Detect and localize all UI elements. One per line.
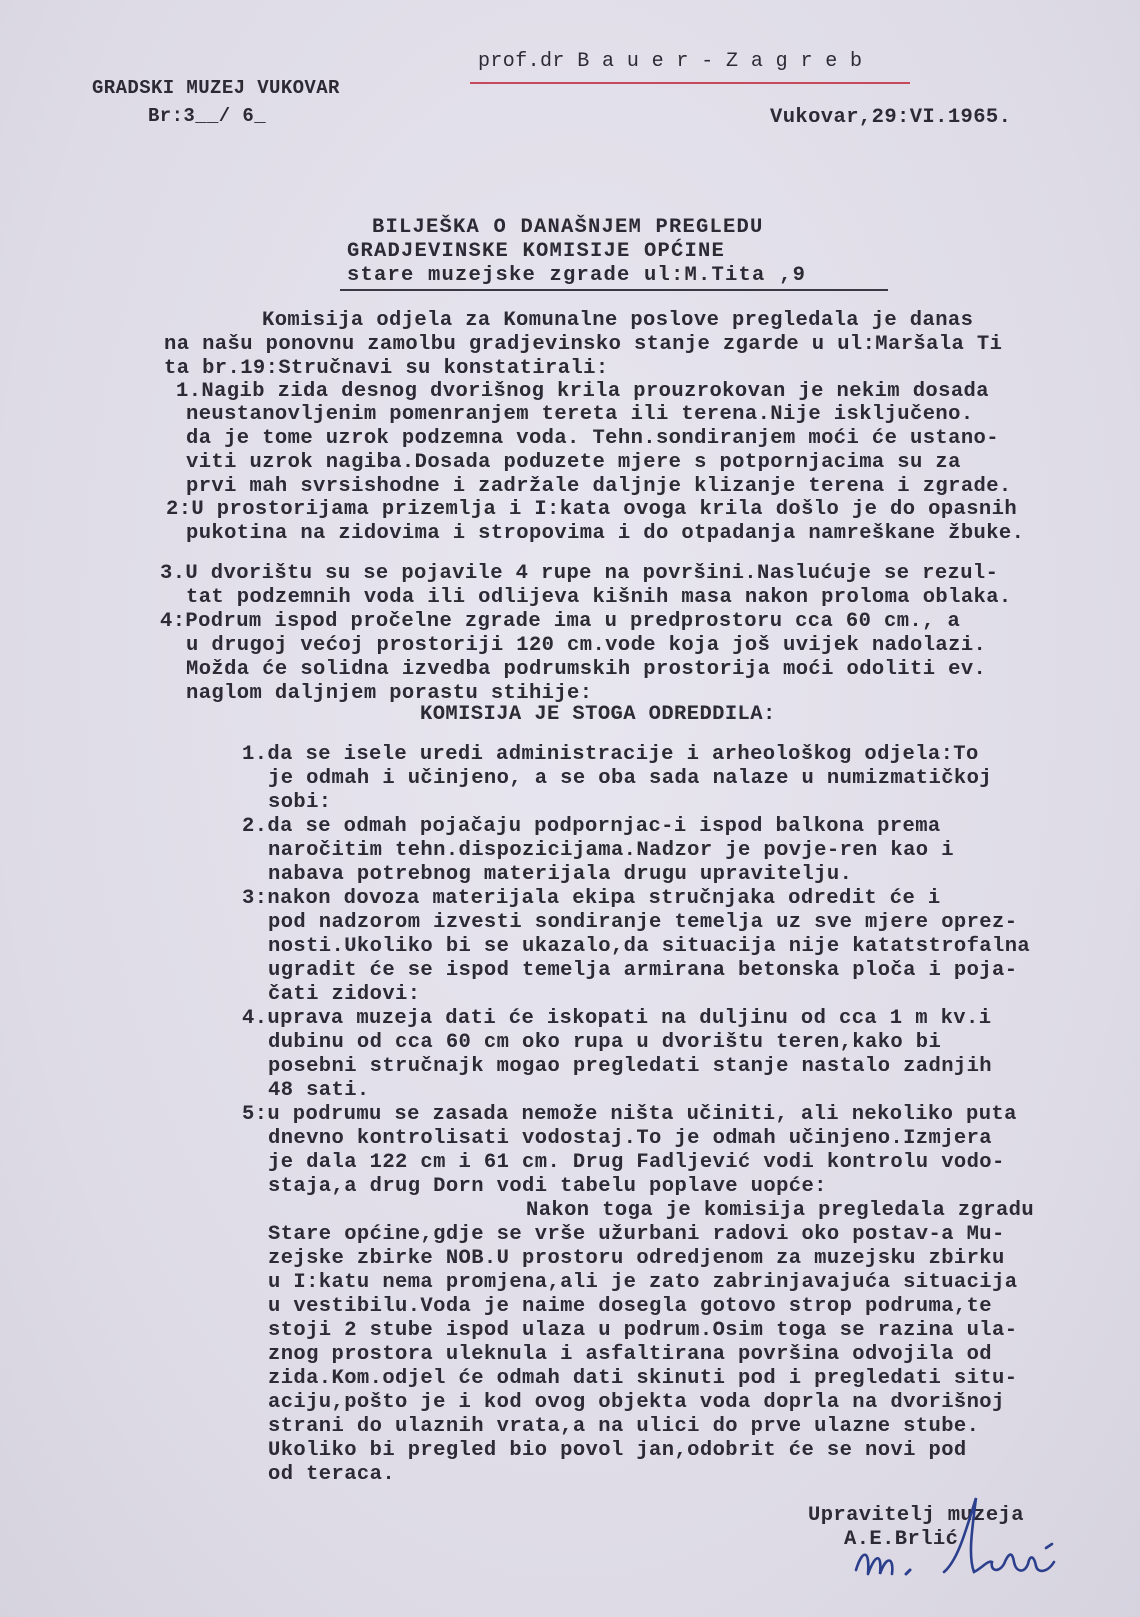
handwritten-signature [848,1490,1088,1600]
decision-5-line: dnevno kontrolisati vodostaj.To je odmah učinjeno.Izmjera [268,1127,993,1150]
finding-1-line: da je tome uzrok podzemna voda. Tehn.sondiranjem moći će ustano- [186,427,999,450]
finding-2-line: pukotina na zidovima i stropovima i do otpadanja namreškane žbuke. [186,522,1025,545]
finding-3-line: 3.U dvorištu su se pojavile 4 rupe na površini.Naslućuje se rezul- [160,562,999,585]
finding-1-line: prvi mah svrsishodne i zadržale daljnje klizanje terena i zgrade. [186,475,1012,498]
reference-number: Br:3__/ 6_ [148,105,267,127]
title-underline [340,289,888,291]
signature-name: A.E.Brlić [844,1528,959,1551]
decision-1-line: je odmah i učinjeno, a se oba sada nalaze u numizmatičkoj [268,767,993,790]
title-line-3: stare muzejske zgrade ul:M.Tita ,9 [347,264,807,287]
closing-line: znog prostora uleknula i asfaltirana površina odvojila od [268,1343,993,1366]
signature-role: Upravitelj muzeja [808,1504,1024,1527]
closing-line: Stare općine,gdje se vrše užurbani radovi oko postav-a Mu- [268,1223,1005,1246]
finding-4-line: u drugoj većoj prostoriji 120 cm.vode koja još uvijek nadolazi. [186,634,987,657]
closing-line: strani do ulaznih vrata,a na ulici do prve ulazne stube. [268,1415,980,1438]
finding-2-line: 2:U prostorijama prizemlja i I:kata ovoga krila došlo je do opasnih [166,498,1018,521]
closing-line: stoji 2 stube ispod ulaza u podrum.Osim toga se razina ula- [268,1319,1018,1342]
decision-5-line: je dala 122 cm i 61 cm. Drug Fadljević vodi kontrolu vodo- [268,1151,1005,1174]
finding-1-line: viti uzrok nagiba.Dosada poduzete mjere s potpornjacima su za [186,451,961,474]
intro-line: na našu ponovnu zamolbu gradjevinsko stanje zgarde u ul:Maršala Ti [164,333,1003,356]
decision-heading: KOMISIJA JE STOGA ODREDDILA: [420,703,776,726]
finding-4-line: Možda će solidna izvedba podrumskih prostorija moći odoliti ev. [186,658,987,681]
decision-4-line: dubinu od cca 60 cm oko rupa u dvorištu teren,kako bi [268,1031,942,1054]
finding-1-line: neustanovljenim pomenranjem tereta ili terena.Nije isključeno. [186,403,974,426]
closing-line: zejske zbirke NOB.U prostoru odredjenom za muzejsku zbirku [268,1247,1005,1270]
decision-3-line: nosti.Ukoliko bi se ukazalo,da situacija nije katatstrofalna [268,935,1031,958]
closing-line: aciju,pošto je i kod ovog objekta voda doprla na dvorišnoj [268,1391,1005,1414]
decision-5-line: staja,a drug Dorn vodi tabelu poplave uopće: [268,1175,827,1198]
decision-5-line: 5:u podrumu se zasada nemože ništa učiniti, ali nekoliko puta [242,1103,1017,1126]
intro-line: Komisija odjela za Komunalne poslove pregledala je danas [262,309,974,332]
title-line-2: GRADJEVINSKE KOMISIJE OPĆINE [347,240,726,263]
finding-4-line: naglom daljnjem porastu stihije: [186,682,593,705]
closing-line: u vestibilu.Voda je naime dosegla gotovo strop podruma,te [268,1295,993,1318]
closing-line: zida.Kom.odjel će odmah dati skinuti pod i pregledati situ- [268,1367,1018,1390]
closing-line: Ukoliko bi pregled bio povol jan,odobrit će se novi pod [268,1439,967,1462]
addressee: prof.dr B a u e r - Z a g r e b [478,50,863,73]
finding-1-line: 1.Nagib zida desnog dvorišnog krila prouzrokovan je nekim dosada [176,380,989,403]
decision-3-line: ugradit će se ispod temelja armirana betonska ploča i poja- [268,959,1018,982]
decision-1-line: sobi: [268,791,332,814]
closing-line: od teraca. [268,1463,396,1486]
title-line-1: BILJEŠKA O DANAŠNJEM PREGLEDU [372,216,764,239]
document-date: Vukovar,29:VI.1965. [770,106,1012,129]
decision-3-line: čati zidovi: [268,983,421,1006]
decision-2-line: naročitim tehn.dispozicijama.Nadzor je povje-ren kao i [268,839,954,862]
closing-line: Nakon toga je komisija pregledala zgradu [526,1199,1035,1222]
decision-3-line: pod nadzorom izvesti sondiranje temelja uz sve mjere oprez- [268,911,1018,934]
decision-1-line: 1.da se isele uredi administracije i arheološkog odjela:To [242,743,979,766]
finding-3-line: tat podzemnih voda ili odlijeva kišnih masa nakon proloma oblaka. [186,586,1012,609]
decision-4-line: 4.uprava muzeja dati će iskopati na duljinu od cca 1 m kv.i [242,1007,992,1030]
closing-line: u I:katu nema promjena,ali je zato zabrinjavajuća situacija [268,1271,1018,1294]
decision-4-line: 48 sati. [268,1079,370,1102]
addressee-underline [470,82,910,84]
intro-line: ta br.19:Stručnavi su konstatirali: [164,357,609,380]
decision-2-line: nabava potrebnog materijala drugu upravitelju. [268,863,853,886]
decision-2-line: 2.da se odmah pojačaju podpornjac-i ispod balkona prema [242,815,941,838]
decision-3-line: 3:nakon dovoza materijala ekipa stručnjaka odredit će i [242,887,941,910]
institution-name: GRADSKI MUZEJ VUKOVAR [92,77,340,99]
finding-4-line: 4:Podrum ispod pročelne zgrade ima u predprostoru cca 60 cm., a [160,610,961,633]
decision-4-line: posebni stručnajk mogao pregledati stanje nastalo zadnjih [268,1055,993,1078]
